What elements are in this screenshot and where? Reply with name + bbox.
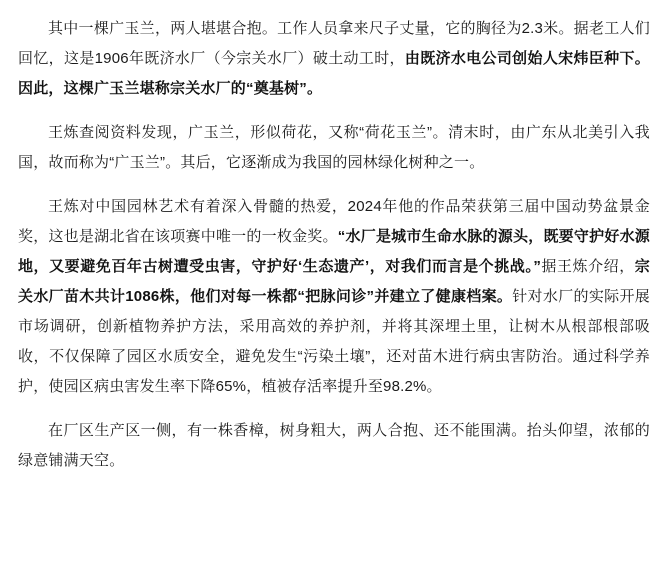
body-text: 据王炼介绍， [541, 258, 635, 275]
paragraph [18, 416, 650, 476]
paragraph [18, 118, 650, 178]
article-body [18, 14, 650, 476]
paragraph [18, 192, 650, 402]
emphasis-text: “水厂是城市生命水脉的源头，既要守护好水源地，又要避免百年古树遭受虫害，守护好‘生态遗产’，对我们而言是个挑战。” [18, 228, 651, 275]
body-text: 王炼对中国园林艺术有着深入骨髓的热爱，2024年他的作品荣获第三届中国动势盆景金奖，这也是湖北省在该项赛中唯一的一枚金奖。 [18, 198, 650, 245]
body-text: 针对水厂的实际开展市场调研，创新植物养护方法，采用高效的养护剂，并将其深埋土里，让树木从根部根部吸收，不仅保障了园区水质安全，避免发生“污染土壤”，还对苗木进行病虫害防治。通过科学养护，使园区病虫害发生率下降65%，植被存活率提升至98.2%。 [18, 288, 650, 395]
body-text: 王炼查阅资料发现，广玉兰，形似荷花，又称“荷花玉兰”。清末时，由广东从北美引入我国，故而称为“广玉兰”。其后，它逐渐成为我国的园林绿化树种之一。 [18, 124, 650, 171]
emphasis-text: 宗关水厂苗木共计1086株，他们对每一株都“把脉问诊”并建立了健康档案。 [18, 258, 650, 305]
body-text: 其中一棵广玉兰，两人堪堪合抱。工作人员拿来尺子丈量，它的胸径为2.3米。据老工人们回忆，这是1906年既济水厂（今宗关水厂）破土动工时， [18, 20, 650, 67]
emphasis-text: 这棵广玉兰堪称宗关水厂的“奠基树”。 [63, 80, 323, 97]
body-text: 在厂区生产区一侧，有一株香樟，树身粗大，两人合抱、还不能围满。抬头仰望，浓郁的绿意铺满天空。 [18, 422, 650, 469]
paragraph [18, 14, 650, 104]
emphasis-text: 由既济水电公司创始人宋炜臣种下。因此， [18, 50, 650, 97]
